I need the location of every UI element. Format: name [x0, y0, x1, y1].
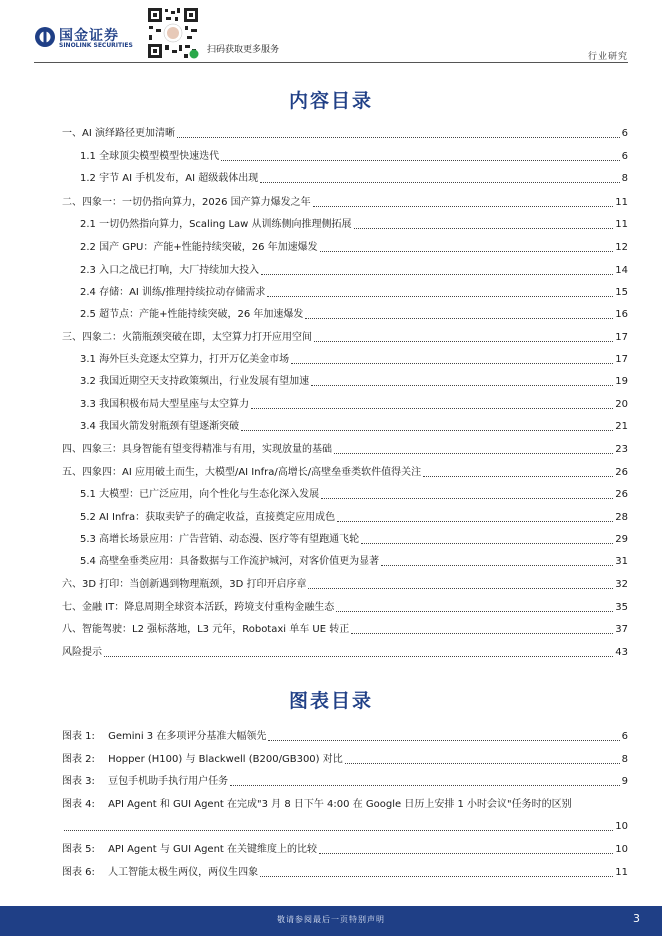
- entry-page-number: 35: [615, 602, 628, 613]
- entry-page-number: 11: [615, 197, 628, 208]
- figure-entry[interactable]: [62, 841, 628, 856]
- dot-leader: [260, 873, 613, 877]
- entry-page-number: 43: [615, 647, 628, 658]
- dot-leader: [354, 225, 614, 229]
- dot-leader: [351, 630, 613, 634]
- entry-label: 2.3 入口之战已打响，大厂持续加大投入: [80, 265, 260, 276]
- dot-leader: [321, 495, 613, 499]
- dot-leader: [261, 271, 613, 275]
- toc-entry[interactable]: [80, 148, 628, 163]
- entry-label: 图表 1: Gemini 3 在多项评分基准大幅领先: [62, 731, 267, 742]
- entry-label: 七、金融 IT：降息周期全球资本活跃，跨境支付重构金融生态: [62, 602, 335, 613]
- dot-leader: [345, 760, 620, 764]
- entry-page-number: 10: [615, 821, 628, 832]
- dot-leader: [314, 338, 613, 342]
- entry-label: 八、智能驾驶：L2 强标落地，L3 元年，Robotaxi 单车 UE 转正: [62, 624, 350, 635]
- toc-entry[interactable]: [80, 284, 628, 299]
- dot-leader: [337, 518, 613, 522]
- entry-page-number: 17: [615, 354, 628, 365]
- toc-entry[interactable]: [62, 621, 628, 636]
- entry-page-number: 31: [615, 556, 628, 567]
- entry-page-number: 23: [615, 444, 628, 455]
- dot-leader: [251, 405, 613, 409]
- dot-leader: [241, 427, 613, 431]
- toc-entry[interactable]: [80, 306, 628, 321]
- entry-page-number: 10: [615, 844, 628, 855]
- entry-page-number: 28: [615, 512, 628, 523]
- list-of-figures-title: 图表目录: [288, 690, 373, 712]
- entry-page-number: 20: [615, 399, 628, 410]
- toc-entry[interactable]: [80, 216, 628, 231]
- entry-label: 1.2 宇节 AI 手机发布，AI 超级载体出现: [80, 173, 259, 184]
- report-category: 行业研究: [587, 52, 628, 62]
- entry-page-number: 32: [615, 579, 628, 590]
- toc-entry[interactable]: [62, 576, 628, 591]
- entry-page-number: 9: [621, 776, 628, 787]
- entry-label: 3.2 我国近期空天支持政策频出，行业发展有望加速: [80, 376, 310, 387]
- entry-label: 2.5 超节点：产能+性能持续突破，26 年加速爆发: [80, 309, 304, 320]
- figure-entry[interactable]: [62, 864, 628, 879]
- entry-label: 2.1 一切仍然指向算力，Scaling Law 从训练侧向推理侧拓展: [80, 219, 352, 230]
- toc-entry[interactable]: [62, 125, 628, 140]
- dot-leader: [361, 540, 613, 544]
- entry-label: 图表 6: 人工智能太极生两仪，两仪生四象: [62, 867, 259, 878]
- figure-entry[interactable]: [62, 751, 628, 766]
- entry-page-number: 26: [615, 489, 628, 500]
- dot-leader: [267, 293, 613, 297]
- toc-entry[interactable]: [80, 351, 628, 366]
- entry-page-number: 11: [615, 867, 628, 878]
- entry-page-number: 12: [615, 242, 628, 253]
- entry-page-number: 21: [615, 421, 628, 432]
- entry-label: 3.4 我国火箭发射瓶颈有望逐渐突破: [80, 421, 240, 432]
- dot-leader: [260, 179, 619, 183]
- dot-leader: [291, 360, 613, 364]
- entry-label: 5.2 AI Infra：获取卖铲子的确定收益，直接奠定应用成色: [80, 512, 336, 523]
- footer-disclaimer: 敬请参阅最后一页特别声明: [277, 915, 385, 924]
- dot-leader: [305, 315, 613, 319]
- page-number: 3: [633, 912, 640, 925]
- entry-label: 图表 5: API Agent 与 GUI Agent 在关键维度上的比较: [62, 844, 318, 855]
- dot-leader: [221, 157, 620, 161]
- toc-entry[interactable]: [80, 531, 628, 546]
- entry-page-number: 6: [621, 151, 628, 162]
- dot-leader: [319, 850, 613, 854]
- page-footer: [0, 906, 662, 936]
- toc-entry[interactable]: [62, 194, 628, 209]
- entry-page-number: 15: [615, 287, 628, 298]
- entry-page-number: 8: [621, 173, 628, 184]
- entry-label: 5.4 高壁垒垂类应用：具备数据与工作流护城河，对客价值更为显著: [80, 556, 380, 567]
- dot-leader: [177, 134, 620, 138]
- entry-page-number: 16: [615, 309, 628, 320]
- toc-entry[interactable]: [80, 262, 628, 277]
- figure-entry[interactable]: [62, 818, 628, 833]
- dot-leader: [320, 248, 614, 252]
- dot-leader: [423, 473, 613, 477]
- table-of-contents-title: 内容目录: [288, 90, 373, 112]
- dot-leader: [230, 782, 620, 786]
- entry-label: 3.3 我国积极布局大型星座与太空算力: [80, 399, 250, 410]
- toc-entry[interactable]: [62, 644, 628, 659]
- toc-entry[interactable]: [80, 396, 628, 411]
- dot-leader: [104, 653, 613, 657]
- figure-entry[interactable]: [62, 773, 628, 788]
- entry-label: 图表 2: Hopper (H100) 与 Blackwell (B200/GB300) 对比: [62, 754, 343, 765]
- toc-entry[interactable]: [80, 486, 628, 501]
- entry-page-number: 14: [615, 265, 628, 276]
- entry-label: 二、四象一：一切仍指向算力，2026 国产算力爆发之年: [62, 197, 311, 208]
- toc-entry[interactable]: [80, 418, 628, 433]
- entry-page-number: 11: [615, 219, 628, 230]
- figure-entry[interactable]: [62, 796, 628, 811]
- entry-page-number: 6: [621, 731, 628, 742]
- entry-page-number: 6: [621, 128, 628, 139]
- entry-label: 2.4 存储：AI 训练/推理持续拉动存储需求: [80, 287, 266, 298]
- toc-entry[interactable]: [62, 441, 628, 456]
- entry-label: 四、四象三：具身智能有望变得精准与有用，实现放量的基础: [62, 444, 332, 455]
- entry-label: 六、3D 打印：当创新遇到物理瓶颈，3D 打印开启序章: [62, 579, 307, 590]
- toc-entry[interactable]: [80, 553, 628, 568]
- toc-entry[interactable]: [80, 170, 628, 185]
- entry-label: 风险提示: [62, 647, 102, 658]
- dot-leader: [336, 608, 613, 612]
- entry-label: 3.1 海外巨头竞逐太空算力，打开万亿美金市场: [80, 354, 290, 365]
- entry-page-number: 29: [615, 534, 628, 545]
- entry-label: 5.1 大模型：已广泛应用，向个性化与生态化深入发展: [80, 489, 320, 500]
- toc-entry[interactable]: [62, 599, 628, 614]
- dot-leader: [313, 203, 614, 207]
- entry-label: 2.2 国产 GPU：产能+性能持续突破，26 年加速爆发: [80, 242, 318, 253]
- entry-label: 三、四象二：火箭瓶颈突破在即，太空算力打开应用空间: [62, 332, 312, 343]
- dot-leader: [268, 737, 619, 741]
- entry-page-number: 8: [621, 754, 628, 765]
- entry-label: 1.1 全球顶尖模型模型快速迭代: [80, 151, 220, 162]
- logo-english-name: SINOLINK SECURITIES: [59, 42, 133, 49]
- entry-label: 5.3 高增长场景应用：广告营销、动态漫、医疗等有望跑通飞轮: [80, 534, 360, 545]
- figure-entry[interactable]: [62, 728, 628, 743]
- scan-qr-text: 扫码获取更多服务: [207, 45, 280, 55]
- entry-page-number: 26: [615, 467, 628, 478]
- toc-entry[interactable]: [62, 329, 628, 344]
- logo-chinese-name: 国金证券: [59, 28, 119, 44]
- toc-entry[interactable]: [62, 464, 628, 479]
- dot-leader: [334, 450, 613, 454]
- dot-leader: [381, 562, 613, 566]
- entry-label: 图表 3: 豆包手机助手执行用户任务: [62, 776, 229, 787]
- entry-page-number: 37: [615, 624, 628, 635]
- entry-label: 一、AI 演绎路径更加清晰: [62, 128, 175, 139]
- entry-page-number: 17: [615, 332, 628, 343]
- toc-entry[interactable]: [80, 239, 628, 254]
- dot-leader: [311, 382, 613, 386]
- dot-leader: [308, 585, 613, 589]
- entry-label: 五、四象四：AI 应用破土而生，大模型/AI Infra/高增长/高壁垒垂类软件值得关注: [62, 467, 422, 478]
- toc-entry[interactable]: [80, 373, 628, 388]
- toc-entry[interactable]: [80, 509, 628, 524]
- entry-label: 图表 4: API Agent 和 GUI Agent 在完成"3 月 8 日下午 4:00 在 Google 日历上安排 1 小时会议"任务时的区别: [62, 799, 572, 810]
- dot-leader: [64, 827, 613, 831]
- entry-page-number: 19: [615, 376, 628, 387]
